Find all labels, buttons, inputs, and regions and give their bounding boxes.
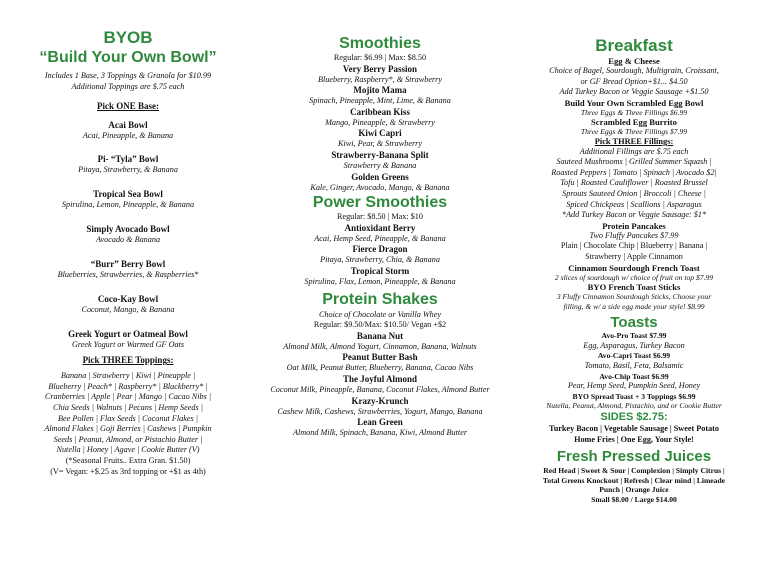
juices-price: Small $8.00 / Large $14.00 [591,495,677,504]
list-item [8,321,248,351]
power-price: Regular: $8.50 | Max: $10 [336,212,423,222]
base-name: “Burr” Berry Bowl [90,259,166,270]
byob-column [8,28,248,477]
breakfast-desc: Choice of Bagel, Sourdough, Multigrain, Croissant, [549,66,719,75]
toppings-line: Blueberry | Peach* | Raspberry* | Blackberry* | [48,381,208,391]
sides-header: SIDES $2.75: [600,411,668,424]
fillings-line: Sprouts Sauteed Onion | Broccoli | Cheese | [562,188,706,198]
toppings-line: Banana | Strawberry | Kiwi | Pineapple | [60,371,196,381]
byob-title: BYOB [103,28,153,47]
byob-subtitle: “Build Your Own Bowl” [39,49,217,66]
breakfast-item: Protein Pancakes [602,220,666,231]
breakfast-item: Scrambled Egg Burrito [591,117,677,128]
smoothie-desc: Spinach, Pineapple, Mint, Lime, & Banana [309,96,451,106]
toppings-line: Almond Flakes | Goji Berries | Cashews | Pumpkin [44,424,212,434]
toast-name: BYO Spread Toast + 3 Toppings $6.99 [572,391,696,401]
toppings-line: Nutella | Honey | Agave | Cookie Butter (V) [56,445,200,455]
breakfast-title: Breakfast [595,36,673,55]
fillings-line: Spiced Chickpeas | Scallions | Asparagus [566,199,702,209]
breakfast-desc: filling, & w/ a side egg made your style! $8.99 [563,301,705,311]
smoothie-name: Very Berry Passion [342,63,418,74]
juices-line: Punch | Orange Juice [599,485,669,495]
breakfast-add: Add Turkey Bacon or Veggie Sausage +$1.50 [559,87,709,97]
base-desc: Greek Yogurt or Warmed GF Oats [71,340,185,350]
protein-name: Banana Nut [356,330,404,341]
smoothie-name: Caribbean Kiss [350,106,410,117]
toast-desc: Nutella, Peanut, Almond, Pistachio, and or Cookie Butter [546,401,722,411]
fillings-line: Tofu | Roasted Cauliflower | Roasted Brussel [560,178,708,188]
smoothie-desc: Kale, Ginger, Avocado, Mango, & Banana [310,182,450,192]
base-name: Tropical Sea Bowl [93,189,163,200]
base-desc: Acai, Pineapple, & Banana [82,131,174,141]
toppings-note: (V= Vegan: +$.25 as 3rd topping or +$1 as 4th) [50,466,206,476]
smoothie-desc: Mango, Pineapple, & Strawberry [325,117,435,127]
smoothie-desc: Blueberry, Raspberry*, & Strawberry [318,74,442,84]
power-name: Fierce Dragon [352,244,408,255]
sides-line: Home Fries | One Egg, Your Style! [574,434,694,444]
toast-name: Avo-Pro Toast $7.99 [601,331,667,341]
smoothie-name: Kiwi Capri [358,128,402,139]
power-title: Power Smoothies [312,194,448,212]
list-item [8,181,248,216]
breakfast-desc: Three Eggs & Three Fillings $6.99 [580,107,688,117]
smoothies-price: Regular: $6.99 | Max: $8.50 [333,53,427,62]
fillings-line: Additional Fillings are $.75 each [579,146,689,156]
byob-intro: Additional Toppings are $.75 each [71,81,185,91]
fillings-header: Pick THREE Fillings: [594,136,674,146]
power-name: Tropical Storm [350,265,410,276]
list-item [8,146,248,181]
juices-line: Total Greens Knockout | Refresh | Clear mind | Limeade [542,475,726,485]
pancake-options: Plain | Chocolate Chip | Blueberry | Banana | [560,241,708,251]
base-desc: Spirulina, Lemon, Pineapple, & Banana [61,200,195,210]
protein-desc: Coconut Milk, Pineapple, Banana, Coconut Flakes, Almond Butter [270,384,490,394]
breakfast-desc: 2 slices of sourdough w/ choice of fruit on top $7.99 [554,272,714,282]
byob-intro: Includes 1 Base, 3 Toppings & Granola for $10.99 [44,71,212,80]
toasts-title: Toasts [610,314,658,332]
juices-title: Fresh Pressed Juices [556,448,712,466]
smoothie-desc: Strawberry & Banana [343,160,417,170]
power-desc: Spirulina, Flax, Lemon, Pineapple, & Banana [304,276,456,286]
protein-name: Peanut Butter Bash [342,352,418,363]
toast-name: Avo-Chip Toast $6.99 [599,371,669,381]
sides-line: Turkey Bacon | Vegetable Sausage | Sweet Potato [548,424,719,434]
power-name: Antioxidant Berry [344,222,416,233]
list-item [8,286,248,321]
base-name: Acai Bowl [108,120,148,131]
protein-title: Protein Shakes [322,290,438,308]
smoothies-column [270,28,490,439]
smoothie-name: Golden Greens [351,171,409,182]
toast-desc: Tomato, Basil, Feta, Balsamic [584,361,684,371]
breakfast-item: BYO French Toast Sticks [587,282,681,293]
protein-desc: Oat Milk, Peanut Butter, Blueberry, Banana, Cacao Nibs [286,363,474,373]
smoothies-title: Smoothies [339,35,421,52]
power-desc: Pitaya, Strawberry, Chia, & Banana [320,255,440,265]
base-name: Pi- “Tyla” Bowl [97,154,159,165]
protein-desc: Almond Milk, Spinach, Banana, Kiwi, Almond Butter [292,428,468,438]
fillings-line: Sauteed Mushrooms | Grilled Summer Squash | [556,157,712,167]
protein-name: Krazy-Krunch [351,395,409,406]
breakfast-desc: or GF Bread Option+$1... $4.50 [580,76,688,86]
base-desc: Pitaya, Strawberry, & Banana [78,165,178,175]
list-item [8,216,248,251]
base-desc: Coconut, Mango, & Banana [81,305,175,315]
toast-desc: Egg, Asparagus, Turkey Bacon [583,340,685,350]
smoothie-name: Mojito Mama [353,85,407,96]
breakfast-item: Cinnamon Sourdough French Toast [568,262,700,273]
juices-line: Red Head | Sweet & Sour | Complexion | Simply Citrus | [543,466,725,476]
fillings-line: *Add Turkey Bacon or Veggie Sausage: $1* [561,210,707,220]
breakfast-desc: Two Fluffy Pancakes $7.99 [589,230,679,240]
toppings-list [8,371,248,477]
base-header: Pick ONE Base: [97,101,159,112]
smoothie-name: Strawberry-Banana Split [331,149,429,160]
pancake-options: Strawberry | Apple Cinnamon [585,251,683,261]
toast-name: Avo-Capri Toast $6.99 [597,351,671,361]
toppings-header: Pick THREE Toppings: [82,355,174,366]
protein-name: The Joyful Almond [342,373,418,384]
breakfast-item: Egg & Cheese [608,56,660,66]
breakfast-item: Build Your Own Scrambled Egg Bowl [564,97,704,108]
toppings-line: Cranberries | Apple | Pear | Mango | Cacao Nibs | [44,392,212,402]
fillings-list [510,147,758,221]
base-name: Coco-Kay Bowl [97,294,159,305]
protein-choice: Choice of Chocolate or Vanilla Whey [318,309,442,319]
smoothie-desc: Kiwi, Pear, & Strawberry [338,139,422,149]
toppings-line: Chia Seeds | Walnuts | Pecans | Hemp Seeds | [53,402,203,412]
breakfast-desc: Three Eggs & Three Fillings $7.99 [580,127,688,137]
base-desc: Avocado & Banana [95,235,161,245]
toppings-line: Bee Pollen | Flax Seeds | Coconut Flakes | [58,413,198,423]
base-name: Simply Avocado Bowl [86,224,170,235]
fillings-line: Roasted Peppers | Tomato | Spinach | Avocado $2| [551,167,717,177]
list-item [8,251,248,286]
breakfast-desc: 3 Fluffy Cinnamon Sourdough Sticks, Choose your [556,292,712,302]
toppings-note: (*Seasonal Fruits.. Extra Gran. $1.50) [65,455,191,465]
toast-desc: Pear, Hemp Seed, Pumpkin Seed, Honey [567,381,701,391]
base-name: Greek Yogurt or Oatmeal Bowl [68,329,188,340]
protein-desc: Almond Milk, Almond Yogurt, Cinnamon, Banana, Walnuts [283,341,477,351]
protein-price: Regular: $9.50/Max: $10.50/ Vegan +$2 [313,320,447,330]
breakfast-column [510,28,758,505]
toppings-line: Seeds | Peanut, Almond, or Pistachio Butter | [53,434,203,444]
base-desc: Blueberries, Strawberries, & Raspberries* [57,270,199,280]
list-item [8,120,248,146]
protein-name: Lean Green [357,417,403,428]
protein-desc: Cashew Milk, Cashews, Strawberries, Yogurt, Mango, Banana [277,406,483,416]
power-desc: Acai, Hemp Seed, Pineapple, & Banana [314,233,446,243]
